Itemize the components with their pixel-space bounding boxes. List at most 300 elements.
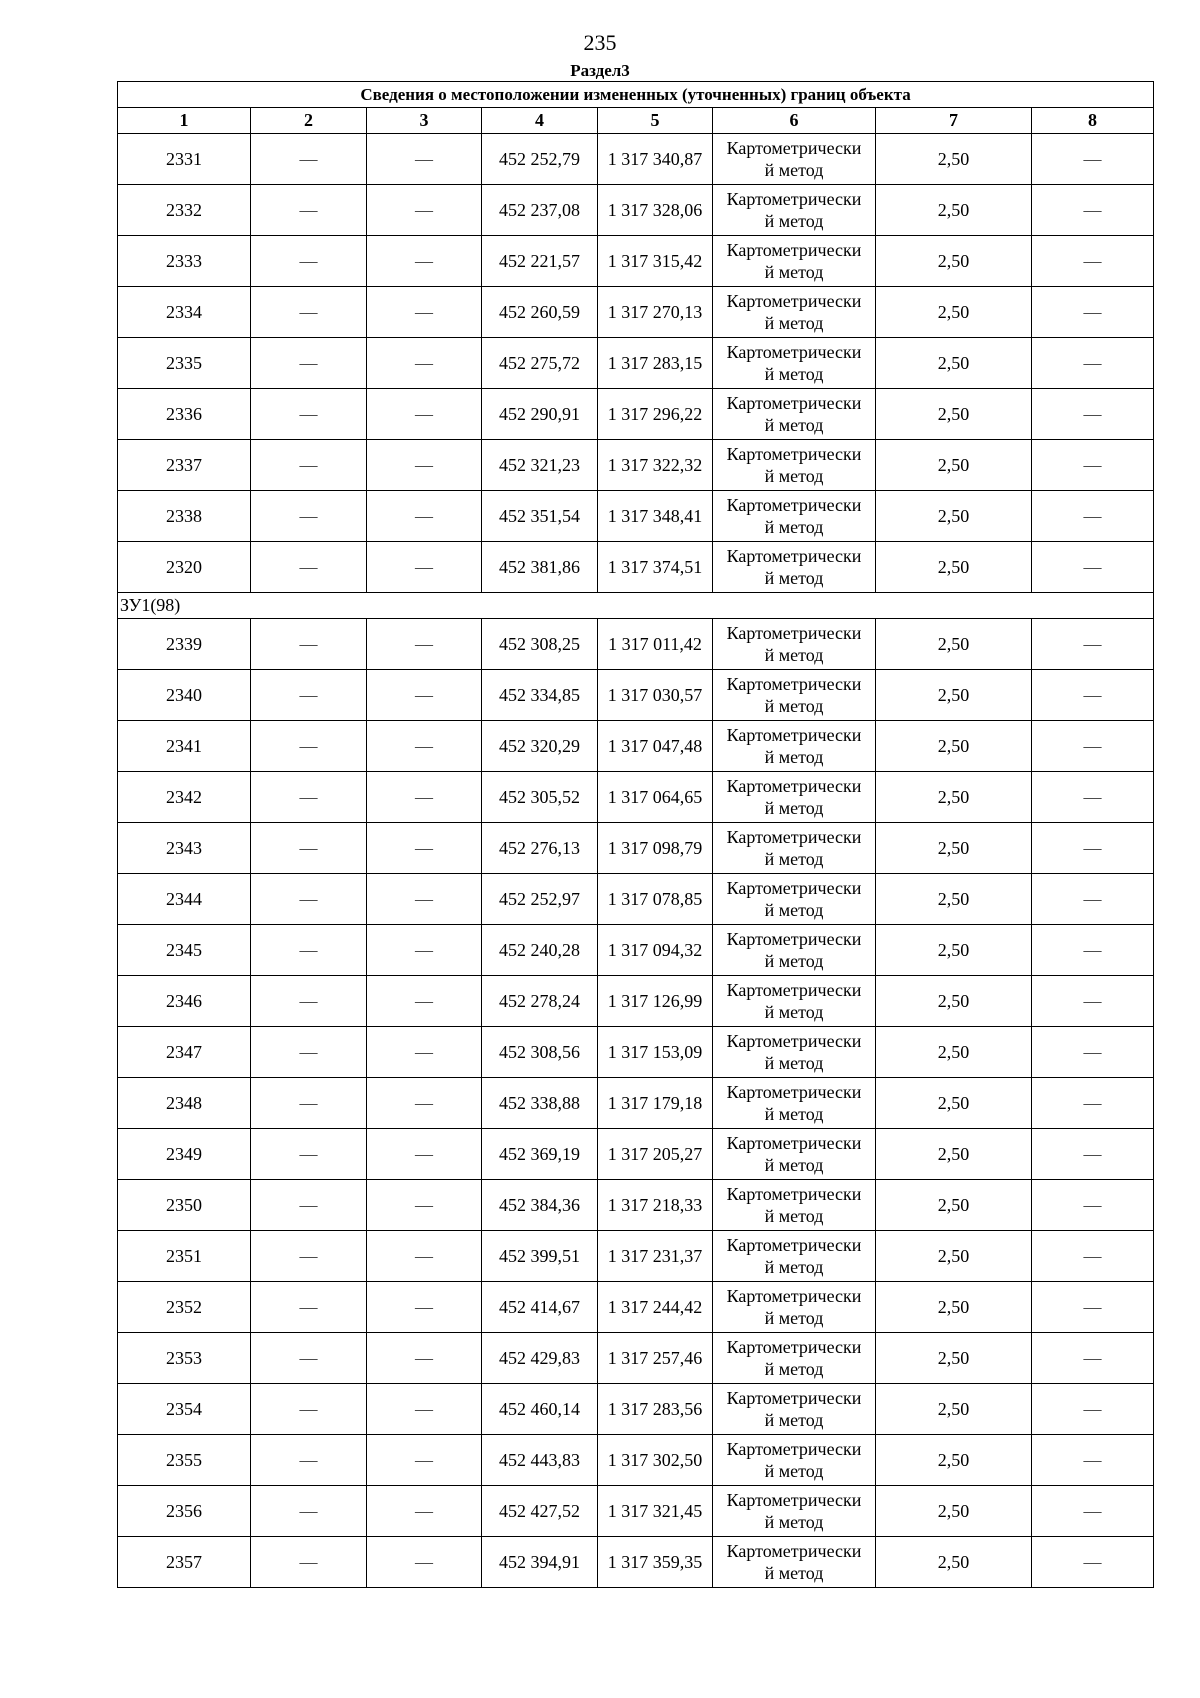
x-coordinate-cell: 452 260,59 (482, 287, 598, 338)
accuracy-cell: 2,50 (876, 542, 1032, 593)
col2-dash-cell: — (251, 1129, 367, 1180)
col8-dash-cell: — (1032, 440, 1154, 491)
table-row (118, 823, 1154, 874)
point-number-cell: 2352 (118, 1282, 251, 1333)
accuracy-cell: 2,50 (876, 1435, 1032, 1486)
method-cell (713, 976, 876, 1027)
col8-dash-cell: — (1032, 1435, 1154, 1486)
y-coordinate-cell: 1 317 047,48 (598, 721, 713, 772)
col2-dash-cell: — (251, 1333, 367, 1384)
table-row (118, 287, 1154, 338)
col8-dash-cell: — (1032, 823, 1154, 874)
method-cell (713, 1282, 876, 1333)
col3-dash-cell: — (367, 338, 482, 389)
accuracy-cell: 2,50 (876, 1333, 1032, 1384)
col8-dash-cell: — (1032, 721, 1154, 772)
accuracy-cell: 2,50 (876, 185, 1032, 236)
point-number-cell: 2353 (118, 1333, 251, 1384)
point-number-cell: 2320 (118, 542, 251, 593)
accuracy-cell: 2,50 (876, 976, 1032, 1027)
method-line1: Картометрически (726, 623, 862, 643)
y-coordinate-cell: 1 317 064,65 (598, 772, 713, 823)
col3-dash-cell: — (367, 236, 482, 287)
col2-dash-cell: — (251, 925, 367, 976)
y-coordinate-cell: 1 317 257,46 (598, 1333, 713, 1384)
method-cell (713, 542, 876, 593)
accuracy-cell: 2,50 (876, 619, 1032, 670)
accuracy-cell: 2,50 (876, 1027, 1032, 1078)
group-label: ЗУ1(98) (118, 593, 1154, 619)
method-cell (713, 1333, 876, 1384)
method-line2: й метод (764, 798, 824, 818)
col2-dash-cell: — (251, 1282, 367, 1333)
col8-dash-cell: — (1032, 389, 1154, 440)
point-number-cell: 2337 (118, 440, 251, 491)
y-coordinate-cell: 1 317 359,35 (598, 1537, 713, 1588)
method-line1: Картометрически (726, 1031, 862, 1051)
col3-dash-cell: — (367, 1486, 482, 1537)
y-coordinate-cell: 1 317 126,99 (598, 976, 713, 1027)
method-cell (713, 1486, 876, 1537)
y-coordinate-cell: 1 317 283,56 (598, 1384, 713, 1435)
method-cell (713, 1231, 876, 1282)
accuracy-cell: 2,50 (876, 491, 1032, 542)
column-header-3: 3 (367, 108, 482, 134)
x-coordinate-cell: 452 351,54 (482, 491, 598, 542)
x-coordinate-cell: 452 308,56 (482, 1027, 598, 1078)
x-coordinate-cell: 452 443,83 (482, 1435, 598, 1486)
col2-dash-cell: — (251, 542, 367, 593)
method-line1: Картометрически (726, 1082, 862, 1102)
method-line1: Картометрически (726, 291, 862, 311)
method-cell (713, 236, 876, 287)
point-number-cell: 2342 (118, 772, 251, 823)
y-coordinate-cell: 1 317 374,51 (598, 542, 713, 593)
table-row (118, 338, 1154, 389)
column-header-1: 1 (118, 108, 251, 134)
y-coordinate-cell: 1 317 098,79 (598, 823, 713, 874)
method-line1: Картометрически (726, 240, 862, 260)
method-line1: Картометрически (726, 980, 862, 1000)
method-cell (713, 491, 876, 542)
column-header-4: 4 (482, 108, 598, 134)
method-line2: й метод (764, 1155, 824, 1175)
method-line2: й метод (764, 1308, 824, 1328)
col2-dash-cell: — (251, 185, 367, 236)
x-coordinate-cell: 452 275,72 (482, 338, 598, 389)
column-header-6: 6 (713, 108, 876, 134)
table-row (118, 721, 1154, 772)
method-line1: Картометрически (726, 1337, 862, 1357)
method-cell (713, 1180, 876, 1231)
col2-dash-cell: — (251, 1486, 367, 1537)
method-line2: й метод (764, 849, 824, 869)
col3-dash-cell: — (367, 389, 482, 440)
accuracy-cell: 2,50 (876, 287, 1032, 338)
method-line2: й метод (764, 1206, 824, 1226)
y-coordinate-cell: 1 317 283,15 (598, 338, 713, 389)
col2-dash-cell: — (251, 772, 367, 823)
method-line2: й метод (764, 313, 824, 333)
table-row (118, 619, 1154, 670)
method-line1: Картометрически (726, 725, 862, 745)
col8-dash-cell: — (1032, 670, 1154, 721)
col3-dash-cell: — (367, 823, 482, 874)
method-line1: Картометрически (726, 674, 862, 694)
col2-dash-cell: — (251, 134, 367, 185)
x-coordinate-cell: 452 290,91 (482, 389, 598, 440)
col2-dash-cell: — (251, 1537, 367, 1588)
method-line2: й метод (764, 1053, 824, 1073)
method-cell (713, 185, 876, 236)
accuracy-cell: 2,50 (876, 1384, 1032, 1435)
col8-dash-cell: — (1032, 185, 1154, 236)
method-line1: Картометрически (726, 1541, 862, 1561)
col2-dash-cell: — (251, 338, 367, 389)
col3-dash-cell: — (367, 976, 482, 1027)
page-number: 235 (583, 30, 617, 55)
method-line1: Картометрически (726, 138, 862, 158)
table-row (118, 670, 1154, 721)
method-line1: Картометрически (726, 1286, 862, 1306)
accuracy-cell: 2,50 (876, 338, 1032, 389)
method-cell (713, 619, 876, 670)
method-line2: й метод (764, 1410, 824, 1430)
method-line2: й метод (764, 466, 824, 486)
accuracy-cell: 2,50 (876, 1486, 1032, 1537)
table-caption: Сведения о местоположении измененных (уточненных) границ объекта (118, 82, 1154, 108)
col3-dash-cell: — (367, 1537, 482, 1588)
y-coordinate-cell: 1 317 348,41 (598, 491, 713, 542)
x-coordinate-cell: 452 414,67 (482, 1282, 598, 1333)
col8-dash-cell: — (1032, 491, 1154, 542)
method-line2: й метод (764, 262, 824, 282)
point-number-cell: 2336 (118, 389, 251, 440)
accuracy-cell: 2,50 (876, 236, 1032, 287)
point-number-cell: 2338 (118, 491, 251, 542)
col2-dash-cell: — (251, 976, 367, 1027)
point-number-cell: 2347 (118, 1027, 251, 1078)
point-number-cell: 2343 (118, 823, 251, 874)
col8-dash-cell: — (1032, 1231, 1154, 1282)
method-line2: й метод (764, 1002, 824, 1022)
point-number-cell: 2354 (118, 1384, 251, 1435)
col3-dash-cell: — (367, 1333, 482, 1384)
col3-dash-cell: — (367, 542, 482, 593)
method-line1: Картометрически (726, 1490, 862, 1510)
table-row (118, 1537, 1154, 1588)
table-row (118, 1078, 1154, 1129)
x-coordinate-cell: 452 429,83 (482, 1333, 598, 1384)
y-coordinate-cell: 1 317 322,32 (598, 440, 713, 491)
method-cell (713, 1078, 876, 1129)
method-line1: Картометрически (726, 1388, 862, 1408)
y-coordinate-cell: 1 317 328,06 (598, 185, 713, 236)
col8-dash-cell: — (1032, 619, 1154, 670)
point-number-cell: 2350 (118, 1180, 251, 1231)
col3-dash-cell: — (367, 1282, 482, 1333)
col8-dash-cell: — (1032, 338, 1154, 389)
method-line1: Картометрически (726, 342, 862, 362)
accuracy-cell: 2,50 (876, 874, 1032, 925)
table-row (118, 1027, 1154, 1078)
col3-dash-cell: — (367, 1129, 482, 1180)
point-number-cell: 2356 (118, 1486, 251, 1537)
point-number-cell: 2351 (118, 1231, 251, 1282)
point-number-cell: 2339 (118, 619, 251, 670)
x-coordinate-cell: 452 278,24 (482, 976, 598, 1027)
method-line2: й метод (764, 160, 824, 180)
y-coordinate-cell: 1 317 205,27 (598, 1129, 713, 1180)
col8-dash-cell: — (1032, 976, 1154, 1027)
method-cell (713, 670, 876, 721)
method-line1: Картометрически (726, 546, 862, 566)
column-header-8: 8 (1032, 108, 1154, 134)
accuracy-cell: 2,50 (876, 823, 1032, 874)
section-title: Раздел3 (570, 61, 630, 80)
col8-dash-cell: — (1032, 1537, 1154, 1588)
x-coordinate-cell: 452 460,14 (482, 1384, 598, 1435)
method-line2: й метод (764, 645, 824, 665)
method-line1: Картометрически (726, 393, 862, 413)
point-number-cell: 2335 (118, 338, 251, 389)
x-coordinate-cell: 452 240,28 (482, 925, 598, 976)
accuracy-cell: 2,50 (876, 1537, 1032, 1588)
table-row (118, 491, 1154, 542)
method-line1: Картометрически (726, 444, 862, 464)
col2-dash-cell: — (251, 1435, 367, 1486)
point-number-cell: 2345 (118, 925, 251, 976)
method-line1: Картометрически (726, 776, 862, 796)
method-line2: й метод (764, 1359, 824, 1379)
method-line2: й метод (764, 364, 824, 384)
y-coordinate-cell: 1 317 078,85 (598, 874, 713, 925)
method-cell (713, 338, 876, 389)
x-coordinate-cell: 452 394,91 (482, 1537, 598, 1588)
col8-dash-cell: — (1032, 1078, 1154, 1129)
point-number-cell: 2333 (118, 236, 251, 287)
x-coordinate-cell: 452 305,52 (482, 772, 598, 823)
y-coordinate-cell: 1 317 296,22 (598, 389, 713, 440)
col3-dash-cell: — (367, 1435, 482, 1486)
col8-dash-cell: — (1032, 925, 1154, 976)
table-row (118, 134, 1154, 185)
table-row (118, 440, 1154, 491)
x-coordinate-cell: 452 427,52 (482, 1486, 598, 1537)
accuracy-cell: 2,50 (876, 1282, 1032, 1333)
x-coordinate-cell: 452 338,88 (482, 1078, 598, 1129)
method-cell (713, 1537, 876, 1588)
method-cell (713, 1435, 876, 1486)
point-number-cell: 2341 (118, 721, 251, 772)
method-line2: й метод (764, 951, 824, 971)
accuracy-cell: 2,50 (876, 1078, 1032, 1129)
table-row (118, 1231, 1154, 1282)
accuracy-cell: 2,50 (876, 440, 1032, 491)
col2-dash-cell: — (251, 389, 367, 440)
method-line2: й метод (764, 517, 824, 537)
col8-dash-cell: — (1032, 1333, 1154, 1384)
method-line2: й метод (764, 696, 824, 716)
method-line1: Картометрически (726, 1439, 862, 1459)
col8-dash-cell: — (1032, 134, 1154, 185)
method-cell (713, 1129, 876, 1180)
col3-dash-cell: — (367, 1180, 482, 1231)
method-cell (713, 1027, 876, 1078)
y-coordinate-cell: 1 317 011,42 (598, 619, 713, 670)
accuracy-cell: 2,50 (876, 1180, 1032, 1231)
method-line2: й метод (764, 211, 824, 231)
col8-dash-cell: — (1032, 1384, 1154, 1435)
x-coordinate-cell: 452 399,51 (482, 1231, 598, 1282)
method-line2: й метод (764, 568, 824, 588)
col2-dash-cell: — (251, 670, 367, 721)
col3-dash-cell: — (367, 287, 482, 338)
col2-dash-cell: — (251, 440, 367, 491)
x-coordinate-cell: 452 252,97 (482, 874, 598, 925)
x-coordinate-cell: 452 252,79 (482, 134, 598, 185)
col3-dash-cell: — (367, 1027, 482, 1078)
col2-dash-cell: — (251, 823, 367, 874)
method-line2: й метод (764, 1104, 824, 1124)
col3-dash-cell: — (367, 1384, 482, 1435)
x-coordinate-cell: 452 384,36 (482, 1180, 598, 1231)
table-row (118, 236, 1154, 287)
table-row (118, 772, 1154, 823)
column-header-2: 2 (251, 108, 367, 134)
col3-dash-cell: — (367, 440, 482, 491)
col2-dash-cell: — (251, 1078, 367, 1129)
col8-dash-cell: — (1032, 1027, 1154, 1078)
col2-dash-cell: — (251, 619, 367, 670)
col2-dash-cell: — (251, 874, 367, 925)
method-line2: й метод (764, 1257, 824, 1277)
table-row (118, 925, 1154, 976)
col3-dash-cell: — (367, 491, 482, 542)
table-row (118, 1486, 1154, 1537)
col3-dash-cell: — (367, 772, 482, 823)
method-cell (713, 389, 876, 440)
x-coordinate-cell: 452 321,23 (482, 440, 598, 491)
y-coordinate-cell: 1 317 094,32 (598, 925, 713, 976)
y-coordinate-cell: 1 317 218,33 (598, 1180, 713, 1231)
method-line1: Картометрически (726, 495, 862, 515)
method-line1: Картометрически (726, 929, 862, 949)
point-number-cell: 2348 (118, 1078, 251, 1129)
table-row (118, 1180, 1154, 1231)
col8-dash-cell: — (1032, 542, 1154, 593)
method-cell (713, 134, 876, 185)
point-number-cell: 2357 (118, 1537, 251, 1588)
method-line2: й метод (764, 1512, 824, 1532)
method-cell (713, 925, 876, 976)
y-coordinate-cell: 1 317 302,50 (598, 1435, 713, 1486)
x-coordinate-cell: 452 237,08 (482, 185, 598, 236)
y-coordinate-cell: 1 317 244,42 (598, 1282, 713, 1333)
method-line2: й метод (764, 747, 824, 767)
table-row (118, 1435, 1154, 1486)
y-coordinate-cell: 1 317 153,09 (598, 1027, 713, 1078)
col2-dash-cell: — (251, 491, 367, 542)
accuracy-cell: 2,50 (876, 389, 1032, 440)
point-number-cell: 2349 (118, 1129, 251, 1180)
method-cell (713, 440, 876, 491)
point-number-cell: 2331 (118, 134, 251, 185)
method-line2: й метод (764, 1461, 824, 1481)
col2-dash-cell: — (251, 721, 367, 772)
col3-dash-cell: — (367, 670, 482, 721)
y-coordinate-cell: 1 317 231,37 (598, 1231, 713, 1282)
accuracy-cell: 2,50 (876, 1129, 1032, 1180)
col8-dash-cell: — (1032, 1129, 1154, 1180)
method-line2: й метод (764, 1563, 824, 1583)
method-line1: Картометрически (726, 189, 862, 209)
col2-dash-cell: — (251, 1384, 367, 1435)
method-line2: й метод (764, 900, 824, 920)
col8-dash-cell: — (1032, 1486, 1154, 1537)
col2-dash-cell: — (251, 1231, 367, 1282)
table-row (118, 542, 1154, 593)
col8-dash-cell: — (1032, 1282, 1154, 1333)
table-row (118, 1129, 1154, 1180)
col2-dash-cell: — (251, 1180, 367, 1231)
method-cell (713, 874, 876, 925)
y-coordinate-cell: 1 317 179,18 (598, 1078, 713, 1129)
x-coordinate-cell: 452 369,19 (482, 1129, 598, 1180)
x-coordinate-cell: 452 334,85 (482, 670, 598, 721)
boundary-coordinates-table (117, 81, 1154, 1588)
col3-dash-cell: — (367, 185, 482, 236)
col3-dash-cell: — (367, 721, 482, 772)
method-cell (713, 287, 876, 338)
col8-dash-cell: — (1032, 1180, 1154, 1231)
table-row (118, 976, 1154, 1027)
col8-dash-cell: — (1032, 772, 1154, 823)
x-coordinate-cell: 452 381,86 (482, 542, 598, 593)
point-number-cell: 2340 (118, 670, 251, 721)
method-cell (713, 721, 876, 772)
point-number-cell: 2344 (118, 874, 251, 925)
col2-dash-cell: — (251, 1027, 367, 1078)
x-coordinate-cell: 452 276,13 (482, 823, 598, 874)
point-number-cell: 2355 (118, 1435, 251, 1486)
point-number-cell: 2334 (118, 287, 251, 338)
accuracy-cell: 2,50 (876, 721, 1032, 772)
table-row (118, 874, 1154, 925)
method-line1: Картометрически (726, 1133, 862, 1153)
accuracy-cell: 2,50 (876, 134, 1032, 185)
col3-dash-cell: — (367, 1231, 482, 1282)
col2-dash-cell: — (251, 287, 367, 338)
col3-dash-cell: — (367, 619, 482, 670)
y-coordinate-cell: 1 317 315,42 (598, 236, 713, 287)
col3-dash-cell: — (367, 874, 482, 925)
table-row (118, 1384, 1154, 1435)
column-header-5: 5 (598, 108, 713, 134)
y-coordinate-cell: 1 317 270,13 (598, 287, 713, 338)
method-line1: Картометрически (726, 878, 862, 898)
y-coordinate-cell: 1 317 321,45 (598, 1486, 713, 1537)
table-row (118, 389, 1154, 440)
y-coordinate-cell: 1 317 030,57 (598, 670, 713, 721)
col8-dash-cell: — (1032, 874, 1154, 925)
point-number-cell: 2346 (118, 976, 251, 1027)
method-line2: й метод (764, 415, 824, 435)
x-coordinate-cell: 452 320,29 (482, 721, 598, 772)
table-row (118, 1333, 1154, 1384)
method-cell (713, 823, 876, 874)
col3-dash-cell: — (367, 1078, 482, 1129)
